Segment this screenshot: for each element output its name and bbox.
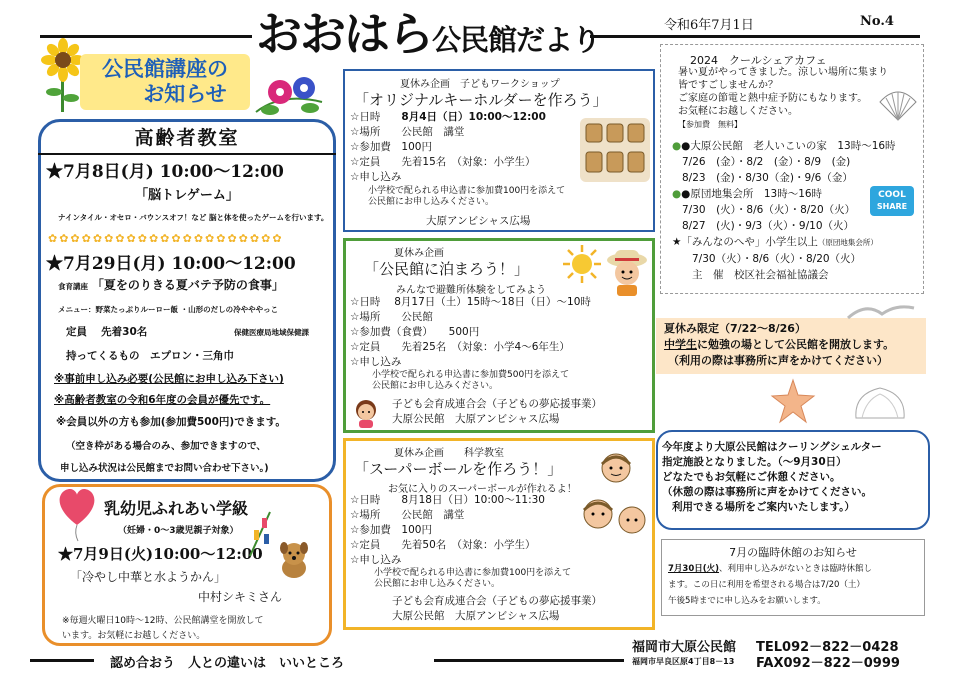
tomaro-kicker: 夏休み企画 xyxy=(394,248,444,259)
nyuyoji-note2: います。お気軽にお越しください。 xyxy=(62,631,206,641)
natsu-text xyxy=(664,321,894,369)
footer-addr: 福岡市早良区原4丁目8－13 xyxy=(632,657,735,666)
koureisha-note4: （空き枠がある場合のみ、参加できますので、 xyxy=(66,441,266,452)
superball-org1: 子ども会育成連合会（子どもの夢応援事業） xyxy=(392,595,602,607)
tanabata-icon xyxy=(246,508,276,558)
koureisha-sub1: 「脳トレゲーム」 xyxy=(135,188,239,203)
koureisha-note2: ※高齢者教室の令和6年度の会員が優先です。 xyxy=(54,394,271,406)
closure-l2: ます。この日に利用を希望される場合は7/20（土） xyxy=(668,580,865,590)
koureisha-menu: メニュー：野菜たっぷりルーロー飯 ・山形のだしの冷やややっこ xyxy=(58,305,279,314)
superball-place: ☆場所 公民館 講堂 xyxy=(350,509,465,521)
superball-apply-text xyxy=(374,568,571,591)
koureisha-title: 高齢者教室 xyxy=(134,127,240,149)
page-title xyxy=(256,4,601,64)
tomaro-date: ☆日時 8月17日（土）15時～18日（日）～10時 xyxy=(350,296,591,308)
closure-l1a: 7月30日(火) xyxy=(668,564,720,574)
koureisha-date1: ★7月8日(月) 10:00～12:00 xyxy=(46,162,284,182)
workshop-apply-l2: 公民館にお申し込みください。 xyxy=(368,197,495,208)
coolshare-badge-2: SHARE xyxy=(876,202,908,211)
footer-rule-left xyxy=(30,659,94,662)
koureisha-host: 保健医療局地域保健課 xyxy=(234,328,309,337)
coolshare-v1: ●●大原公民館 老人いこいの家 13時～16時 xyxy=(672,140,896,152)
workshop-cap: ☆定員 先着15名 （対象：小学生） xyxy=(350,156,536,168)
footer-tel: TEL092－822－0428 xyxy=(756,640,899,655)
heart-balloon-icon xyxy=(54,487,100,543)
kouza-title xyxy=(80,56,250,106)
tomaro-cap: ☆定員 先着25名 （対象：小学4～6年生） xyxy=(350,341,570,353)
kids-icon xyxy=(576,448,652,548)
coolshare-v3-sub: （原団地集会所） xyxy=(817,238,878,247)
tomaro-fee: ☆参加費（食費） 500円 xyxy=(350,326,480,338)
cooling-l1: 今年度より大原公民館はクーリングシェルター xyxy=(662,441,882,453)
workshop-date-row xyxy=(350,110,546,125)
koureisha-prefix2: 食育講座 xyxy=(58,282,88,291)
tomaro-place: ☆場所 公民館 xyxy=(350,311,433,323)
superball-details xyxy=(350,493,545,568)
flower-row: ✿✿✿✿✿✿✿✿✿✿✿✿✿✿✿✿✿✿✿✿✿ xyxy=(48,232,284,245)
tomaro-org2: 大原公民館 大原アンビシャス広場 xyxy=(392,413,560,425)
coolshare-v2-text: ●原団地集会所 13時～16時 xyxy=(681,188,823,200)
page-title-main: おおはら xyxy=(256,7,432,61)
superball-cap: ☆定員 先着50名 （対象：小学生） xyxy=(350,539,536,551)
tomaro-details xyxy=(350,295,591,370)
workshop-org: 大原アンビシャス広場 xyxy=(426,215,531,227)
workshop-place: ☆場所 公民館 講堂 xyxy=(350,126,465,138)
workshop-fee: ☆参加費 100円 xyxy=(350,141,432,153)
koureisha-desc1: ナインタイル・オセロ・バウンスオフ！など 脳と体を使ったゲームを行います。 xyxy=(58,213,329,222)
kouza-title-line2: お知らせ xyxy=(143,82,227,107)
coolshare-v1d1: 7/26 (金）・8/2 (金）・8/9 (金) xyxy=(682,156,851,168)
coolshare-title: 2024 クールシェアカフェ xyxy=(690,54,827,67)
nyuyoji-date: ★7月9日(火)10:00～12:00 xyxy=(58,545,263,563)
superball-kicker: 夏休み企画 科学教室 xyxy=(394,448,504,459)
superball-org2: 大原公民館 大原アンビシャス広場 xyxy=(392,610,560,622)
natsu-l2a: 中学生 xyxy=(664,338,697,351)
closure-l1 xyxy=(668,561,872,577)
cooling-l2: 指定施設となりました。（～9月30日） xyxy=(662,456,847,468)
nyuyoji-target: （妊婦・0～3歳児親子対象） xyxy=(118,526,239,536)
coolshare-l4: お気軽にお越しください。 xyxy=(678,106,798,117)
cooling-text xyxy=(662,440,882,515)
tomaro-apply-l2: 公民館にお申し込みください。 xyxy=(372,381,499,392)
superball-apply-l1: 小学校で配られる申込書に参加費100円を添えて xyxy=(374,568,572,578)
coolshare-v2d2: 8/27 (火)・9/3（火）・9/10（火） xyxy=(682,220,854,232)
coolshare-v1d2: 8/23 (金)・8/30（金)・9/6（金） xyxy=(682,172,853,184)
cooling-l3: どなたでもお気軽にご休憩ください。 xyxy=(662,471,841,483)
superball-fee: ☆参加費 100円 xyxy=(350,524,432,536)
coolshare-v2: ●●原団地集会所 13時～16時 xyxy=(672,188,823,200)
coolshare-l1: 暑い夏がやってきました。涼しい場所に集まり xyxy=(678,67,888,78)
superball-org xyxy=(392,594,602,624)
footer-org: 福岡市大原公民館 xyxy=(632,640,737,655)
issue-number: No.4 xyxy=(860,14,894,29)
seashell-icon xyxy=(852,384,908,422)
nyuyoji-teacher: 中村シキミさん xyxy=(198,590,283,604)
natsu-l2 xyxy=(664,337,894,353)
coolshare-host: 主 催 校区社会福祉協議会 xyxy=(692,269,829,281)
coolshare-v2d1: 7/30 (火）・8/6（火）・8/20（火） xyxy=(682,204,856,216)
koureisha-note3: ※会員以外の方も参加(参加費500円)できます。 xyxy=(56,416,286,428)
natsu-l2b: に勉強の場として公民館を開放します。 xyxy=(697,338,895,351)
koureisha-title-rule xyxy=(38,153,336,155)
workshop-apply-text xyxy=(368,186,565,209)
seagull-icon xyxy=(846,300,916,322)
closure-title: 7月の臨時休館のお知らせ xyxy=(729,546,857,559)
superball-apply-l2: 公民館にお申し込みください。 xyxy=(374,579,501,590)
kouza-title-line1: 公民館講座の xyxy=(102,57,228,81)
cooling-l4: （休憩の際は事務所に声をかけてください。 xyxy=(662,486,872,498)
coolshare-venue1 xyxy=(672,138,896,283)
footer-slogan: 認め合おう 人との違いは いいところ xyxy=(110,656,345,671)
coolshare-v3d: 7/30（火）・8/6（火）・8/20（火） xyxy=(692,253,862,265)
tomaro-sub: みんなで避難所体験をしてみよう xyxy=(396,285,546,296)
shell-icon xyxy=(878,88,918,122)
superball-sub: お気に入りのスーパーボールが作れるよ！ xyxy=(388,484,577,495)
boy-icon xyxy=(605,246,649,296)
workshop-date: 8月4日（日）10:00～12:00 xyxy=(401,111,546,123)
coolshare-intro xyxy=(678,66,888,131)
coolshare-badge xyxy=(870,186,914,216)
koureisha-sub2-row xyxy=(58,276,284,293)
coolshare-l2: 皆ですごしませんか？ xyxy=(678,80,778,91)
natsu-l3: （利用の際は事務所に声をかけてください） xyxy=(668,354,888,367)
page-title-sub: 公民館だより xyxy=(432,23,601,57)
dog-icon xyxy=(278,540,310,578)
koureisha-note5: 申し込み状況は公民館までお問い合わせ下さい。) xyxy=(60,463,269,474)
coolshare-v3 xyxy=(672,234,896,251)
tomaro-apply-text xyxy=(372,370,569,393)
nyuyoji-note1: ※毎週火曜日10時～12時、公民館講堂を開放して xyxy=(62,616,264,626)
superball-date: ☆日時 8月18日（日）10:00～11:30 xyxy=(350,494,545,506)
nyuyoji-title: 乳幼児ふれあい学級 xyxy=(104,499,249,518)
workshop-kicker: 夏休み企画 子どもワークショップ xyxy=(400,79,560,90)
cooling-l5: 利用できる場所をご案内いたします。） xyxy=(672,501,855,513)
closure-l3: 午後5時までに申し込みをお願いします。 xyxy=(668,596,826,606)
koureisha-note1: ※事前申し込み必要(公民館にお申し込み下さい) xyxy=(54,373,284,385)
workshop-apply: ☆申し込み xyxy=(350,171,402,183)
footer-fax: FAX092－822－0999 xyxy=(756,656,900,671)
tomaro-apply-l1: 小学校で配られる申込書に参加費500円を添えて xyxy=(372,370,570,380)
coolshare-badge-1: COOL xyxy=(878,190,906,200)
nyuyoji-sub: 「冷やし中華と水ようかん」 xyxy=(70,570,227,584)
closure-text xyxy=(668,561,872,609)
morning-glory-icon xyxy=(252,72,326,120)
natsu-l1: 夏休み限定（7/22～8/26） xyxy=(664,322,806,335)
coolshare-v1-text: ●大原公民館 老人いこいの家 13時～16時 xyxy=(681,140,896,152)
superball-apply: ☆申し込み xyxy=(350,554,402,566)
keyholder-icon xyxy=(580,118,650,182)
starfish-icon xyxy=(770,378,816,424)
footer-rule-mid xyxy=(434,659,624,662)
tomaro-apply: ☆申し込み xyxy=(350,356,402,368)
tomaro-org xyxy=(392,397,602,427)
koureisha-date2: ★7月29日(月) 10:00～12:00 xyxy=(46,254,296,274)
koureisha-sub2: 「夏をのりきる夏バテ予防の食事」 xyxy=(91,278,284,292)
sun-icon xyxy=(562,244,602,284)
workshop-apply-l1: 小学校で配られる申込書に参加費100円を添えて xyxy=(368,186,566,196)
coolshare-v3-text: ★「みんなのへや」小学生以上 xyxy=(672,236,818,248)
header-rule-right xyxy=(590,35,920,38)
workshop-details xyxy=(350,110,546,185)
tomaro-title: 「公民館に泊まろう！」 xyxy=(364,260,530,278)
koureisha-bring: 持ってくるもの エプロン・三角巾 xyxy=(66,350,234,362)
coolshare-fee: 【参加費 無料】 xyxy=(678,120,742,129)
tomaro-org1: 子ども会育成連合会（子どもの夢応援事業） xyxy=(392,398,602,410)
closure-l1b: 、利用申し込みがないときは臨時休館し xyxy=(719,564,873,574)
koureisha-capacity: 定員 先着30名 xyxy=(66,326,148,338)
superball-title: 「スーパーボールを作ろう！」 xyxy=(354,460,563,478)
workshop-date-label: ☆日時 xyxy=(350,111,381,123)
coolshare-l3: ご家庭の節電と熱中症予防にもなります。 xyxy=(678,93,868,104)
girl-icon xyxy=(352,398,380,428)
issue-date: 令和6年7月1日 xyxy=(664,18,754,33)
workshop-title: 「オリジナルキーホルダーを作ろう」 xyxy=(354,91,608,109)
